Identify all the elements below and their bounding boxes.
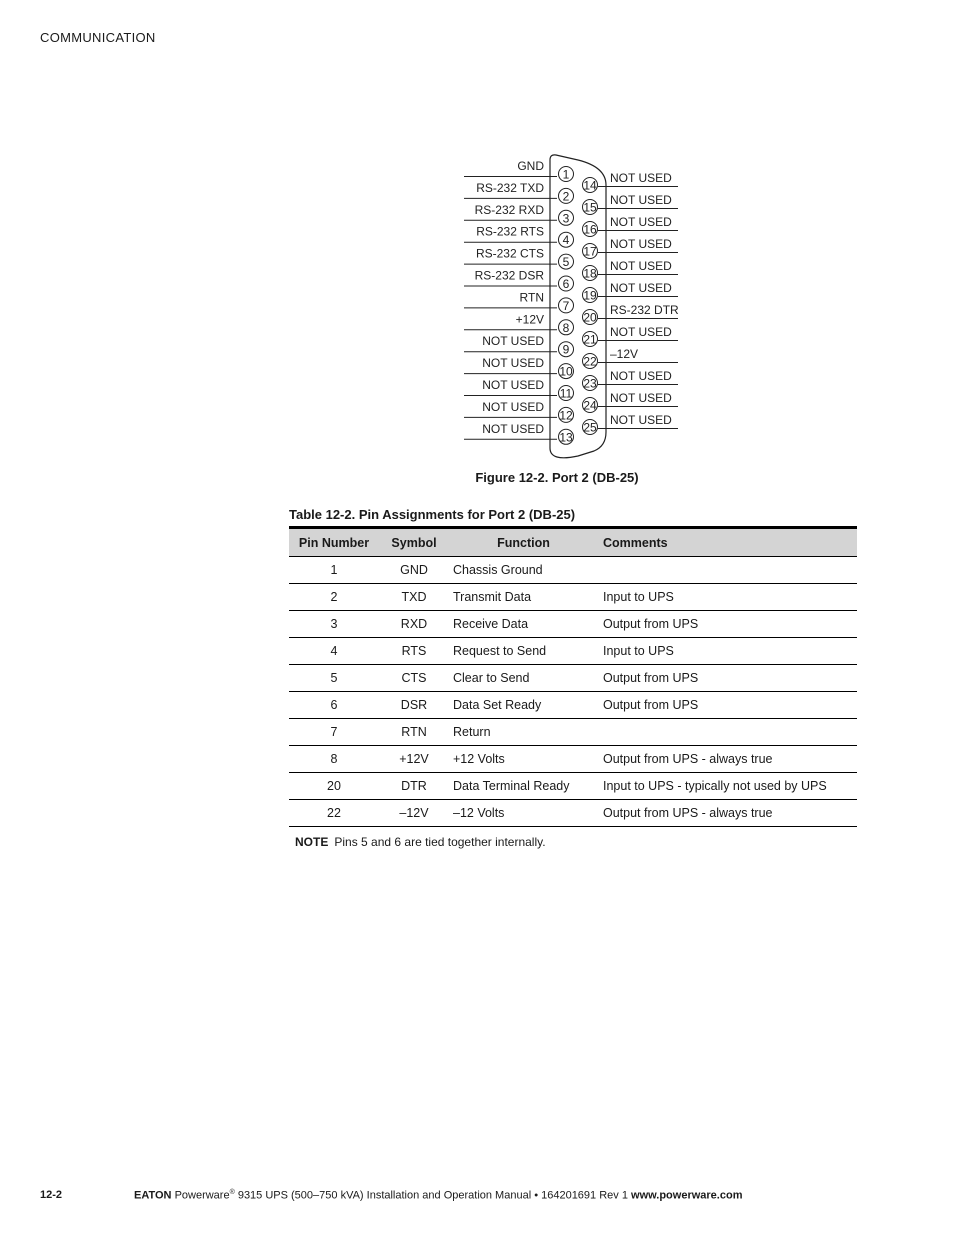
pin-number: 19 (583, 288, 597, 303)
pin-number: 23 (583, 376, 597, 391)
cell-comments (598, 557, 857, 584)
right-pin (583, 347, 679, 369)
pin-label: RS-232 DTR (610, 303, 679, 317)
footer-product: Powerware (174, 1189, 230, 1202)
cell-function: +12 Volts (449, 746, 598, 773)
pin-number: 12 (559, 408, 573, 423)
cell-symbol: GND (379, 557, 449, 584)
pin-number: 21 (583, 332, 597, 347)
left-pin (464, 225, 574, 248)
left-pin-group (464, 159, 574, 444)
pin-number: 11 (559, 386, 573, 401)
cell-pin-number: 2 (289, 584, 379, 611)
note (295, 835, 546, 849)
pin-number: 10 (559, 364, 573, 379)
right-pin (583, 193, 679, 215)
page-number: 12-2 (40, 1189, 63, 1201)
cell-function: Chassis Ground (449, 557, 598, 584)
left-pin (464, 356, 574, 379)
cell-comments: Output from UPS (598, 665, 857, 692)
cell-function: Receive Data (449, 611, 598, 638)
cell-symbol: +12V (379, 746, 449, 773)
table-title: Table 12-2. Pin Assignments for Port 2 (DB-25) (289, 507, 576, 522)
left-pin (464, 159, 574, 182)
pin-label: NOT USED (610, 171, 672, 185)
pin-label: NOT USED (482, 356, 544, 371)
cell-function: Transmit Data (449, 584, 598, 611)
pin-number: 8 (562, 320, 570, 335)
cell-function: Request to Send (449, 638, 598, 665)
right-pin (583, 325, 679, 347)
table-row (289, 584, 857, 611)
pin-number: 4 (562, 233, 570, 248)
pin-number: 13 (559, 430, 573, 445)
cell-pin-number: 20 (289, 773, 379, 800)
pin-number: 17 (583, 244, 597, 259)
cell-pin-number: 5 (289, 665, 379, 692)
pin-label: NOT USED (610, 391, 672, 405)
header-pin-number: Pin Number (289, 529, 379, 557)
cell-pin-number: 1 (289, 557, 379, 584)
right-pin (583, 171, 679, 193)
left-pin (464, 400, 574, 423)
right-pin-group (583, 171, 680, 435)
pin-number: 5 (562, 255, 570, 270)
pin-label: GND (517, 159, 544, 173)
left-pin (464, 181, 574, 204)
pin-label: NOT USED (610, 413, 672, 427)
pin-number: 18 (583, 266, 597, 281)
right-pin (583, 391, 679, 413)
table-row (289, 557, 857, 584)
table-row (289, 638, 857, 665)
footer-brand: EATON (134, 1189, 172, 1202)
pin-label: NOT USED (610, 215, 672, 229)
cell-comments: Input to UPS - typically not used by UPS (598, 773, 857, 800)
pin-number: 3 (562, 211, 570, 226)
table-row (289, 773, 857, 800)
running-header: COMMUNICATION (40, 30, 156, 45)
cell-comments: Input to UPS (598, 638, 857, 665)
table-row (289, 746, 857, 773)
pin-number: 7 (562, 298, 570, 313)
header-comments: Comments (598, 529, 857, 557)
pin-label: RS-232 CTS (475, 246, 544, 261)
right-pin (583, 237, 679, 259)
left-pin (464, 422, 574, 445)
footer-text (134, 1189, 742, 1202)
pin-label: NOT USED (610, 281, 672, 295)
left-pin (464, 203, 574, 226)
right-pin (583, 413, 679, 435)
table-row (289, 665, 857, 692)
pin-number: 25 (583, 420, 597, 435)
pin-number: 1 (562, 167, 570, 182)
cell-pin-number: 3 (289, 611, 379, 638)
left-pin (464, 269, 574, 292)
table-row (289, 800, 857, 827)
left-pin (464, 312, 574, 335)
pin-label: RS-232 TXD (476, 180, 544, 195)
table-row (289, 692, 857, 719)
right-pin (583, 369, 679, 391)
cell-comments: Output from UPS - always true (598, 800, 857, 827)
table-header-row (289, 529, 857, 557)
pin-number: 9 (562, 342, 570, 357)
cell-symbol: DSR (379, 692, 449, 719)
pin-label: RTN (519, 290, 544, 305)
pin-label: NOT USED (610, 259, 672, 273)
pin-label: –12V (610, 347, 639, 361)
pin-number: 16 (583, 222, 597, 237)
cell-pin-number: 22 (289, 800, 379, 827)
left-pin (464, 378, 574, 401)
cell-function: Data Terminal Ready (449, 773, 598, 800)
cell-function: Clear to Send (449, 665, 598, 692)
cell-symbol: –12V (379, 800, 449, 827)
pin-number: 14 (583, 178, 597, 193)
pin-label: RS-232 RTS (476, 224, 544, 239)
header-function: Function (449, 529, 598, 557)
footer-reg-mark: ® (229, 1189, 235, 1196)
left-pin (464, 334, 574, 357)
cell-comments (598, 719, 857, 746)
pin-number: 22 (583, 354, 597, 369)
pin-number: 24 (583, 398, 597, 413)
footer-url[interactable]: www.powerware.com (631, 1189, 743, 1202)
cell-comments: Input to UPS (598, 584, 857, 611)
cell-symbol: RTS (379, 638, 449, 665)
pin-number: 15 (583, 200, 597, 215)
cell-pin-number: 4 (289, 638, 379, 665)
cell-comments: Output from UPS - always true (598, 746, 857, 773)
pin-label: RS-232 DSR (474, 268, 544, 283)
cell-function: Data Set Ready (449, 692, 598, 719)
cell-comments: Output from UPS (598, 611, 857, 638)
left-pin (464, 247, 574, 270)
db25-connector-diagram (0, 0, 954, 470)
pin-label: NOT USED (610, 325, 672, 339)
pin-label: NOT USED (482, 334, 544, 349)
cell-function: Return (449, 719, 598, 746)
cell-symbol: DTR (379, 773, 449, 800)
table-row (289, 719, 857, 746)
left-pin (464, 290, 574, 313)
cell-pin-number: 8 (289, 746, 379, 773)
right-pin (583, 303, 680, 325)
note-label: NOTE (295, 835, 329, 849)
note-text: Pins 5 and 6 are tied together internally. (334, 835, 546, 849)
cell-comments: Output from UPS (598, 692, 857, 719)
pin-label: NOT USED (610, 193, 672, 207)
figure-caption: Figure 12-2. Port 2 (DB-25) (475, 470, 639, 485)
table-row (289, 611, 857, 638)
pin-label: NOT USED (610, 369, 672, 383)
pin-label: RS-232 RXD (474, 202, 544, 217)
header-symbol: Symbol (379, 529, 449, 557)
cell-symbol: RXD (379, 611, 449, 638)
pin-number: 20 (583, 310, 597, 325)
pin-label: +12V (515, 312, 544, 327)
cell-symbol: CTS (379, 665, 449, 692)
pin-label: NOT USED (610, 237, 672, 251)
cell-function: –12 Volts (449, 800, 598, 827)
pin-number: 2 (562, 189, 570, 204)
cell-pin-number: 7 (289, 719, 379, 746)
right-pin (583, 259, 679, 281)
pin-label: NOT USED (482, 421, 544, 436)
cell-symbol: TXD (379, 584, 449, 611)
cell-pin-number: 6 (289, 692, 379, 719)
footer-details: 9315 UPS (500–750 kVA) Installation and Operation Manual • 164201691 Rev 1 (234, 1189, 632, 1202)
pin-assignment-table (289, 526, 857, 827)
pin-number: 6 (562, 277, 570, 291)
right-pin (583, 215, 679, 237)
pin-label: NOT USED (482, 378, 544, 392)
pin-label: NOT USED (482, 399, 544, 414)
right-pin (583, 281, 679, 303)
cell-symbol: RTN (379, 719, 449, 746)
